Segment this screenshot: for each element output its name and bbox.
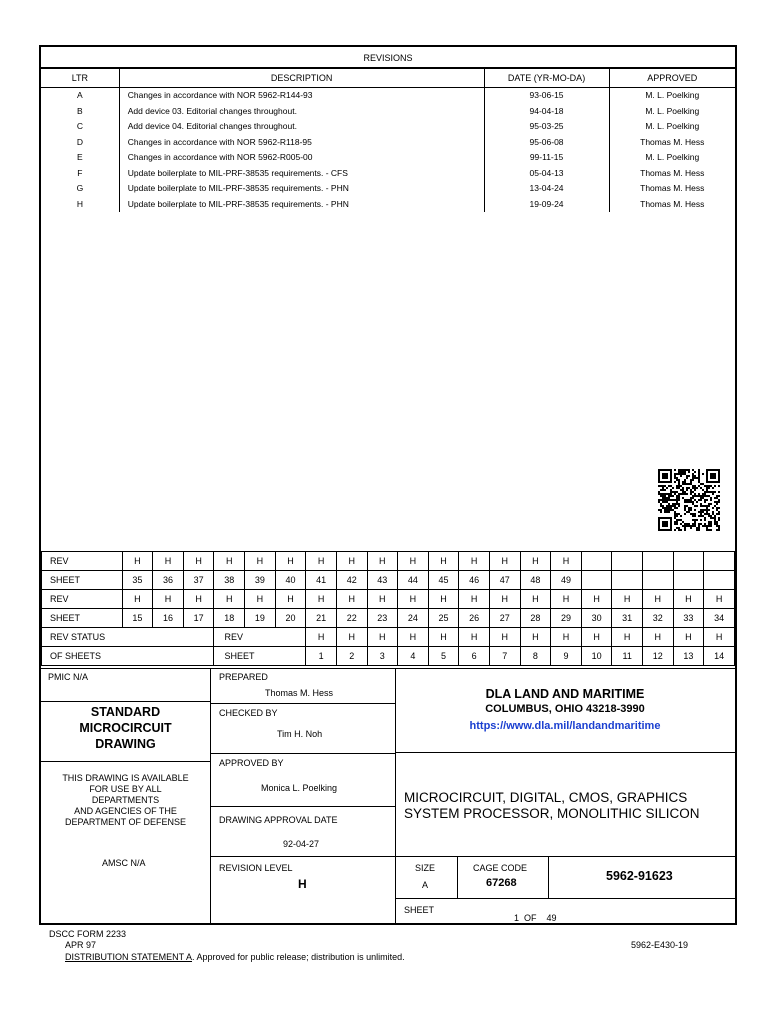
grid-cell — [612, 552, 643, 571]
grid-cell: 3 — [367, 647, 398, 666]
revisions-title: REVISIONS — [41, 47, 735, 68]
grid-row — [42, 609, 735, 628]
checked-label: CHECKED BY — [219, 708, 278, 718]
revision-row — [41, 119, 735, 135]
revision-description: Changes in accordance with NOR 5962-R005-00 — [119, 150, 484, 166]
revision-approved: M. L. Poelking — [645, 90, 700, 100]
revisions-table — [41, 68, 735, 212]
grid-cell: 23 — [367, 609, 398, 628]
grid-cell: 18 — [214, 609, 245, 628]
revision-approved: Thomas M. Hess — [640, 136, 705, 147]
cage-value: 67268 — [486, 877, 517, 889]
grid-cell: H — [459, 590, 490, 609]
grid-cell: H — [459, 552, 490, 571]
revision-row — [41, 135, 735, 151]
revision-description: Update boilerplate to MIL-PRF-38535 requirements. - PHN — [119, 197, 484, 213]
revision-ltr: H — [41, 197, 119, 213]
col-approved: APPROVED — [609, 69, 735, 88]
grid-cell: 43 — [367, 571, 398, 590]
grid-cell: 17 — [183, 609, 214, 628]
grid-cell — [673, 571, 704, 590]
approval-date: 92-04-27 — [283, 839, 320, 849]
grid-cell: 7 — [489, 647, 520, 666]
form-date: APR 97 — [65, 940, 97, 950]
col-description: DESCRIPTION — [119, 69, 484, 88]
revision-ltr: C — [41, 119, 119, 135]
grid-cell: H — [489, 628, 520, 647]
grid-status-row — [42, 628, 735, 647]
grid-cell: 6 — [459, 647, 490, 666]
grid-cell: 10 — [581, 647, 612, 666]
grid-cell: 42 — [336, 571, 367, 590]
approved-label: APPROVED BY — [219, 758, 284, 768]
sheet-label: SHEET — [404, 905, 435, 915]
grid-cell — [642, 552, 673, 571]
revision-row — [41, 166, 735, 182]
grid-cell: 27 — [489, 609, 520, 628]
grid-cell: H — [153, 590, 184, 609]
approval-date-label: DRAWING APPROVAL DATE — [219, 815, 338, 825]
grid-cell: 2 — [336, 647, 367, 666]
grid-cell: 13 — [673, 647, 704, 666]
agency-block — [395, 687, 735, 734]
grid-cell: 20 — [275, 609, 306, 628]
grid-cell: 16 — [153, 609, 184, 628]
grid-row-label: REV — [42, 590, 123, 609]
grid-cell: 45 — [428, 571, 459, 590]
grid-cell: H — [275, 590, 306, 609]
grid-cell: H — [520, 590, 551, 609]
grid-cell: H — [398, 552, 429, 571]
revision-row — [41, 88, 735, 104]
grid-cell: H — [489, 590, 520, 609]
grid-cell — [612, 571, 643, 590]
grid-cell: H — [459, 628, 490, 647]
grid-cell: H — [428, 590, 459, 609]
revision-row — [41, 197, 735, 213]
rev-status-grid — [41, 551, 735, 666]
grid-cell: H — [214, 552, 245, 571]
grid-cell: H — [551, 552, 582, 571]
grid-cell: 38 — [214, 571, 245, 590]
revision-approved: Thomas M. Hess — [640, 198, 705, 209]
grid-cell: H — [153, 552, 184, 571]
checked-by: Tim H. Noh — [277, 729, 323, 739]
grid-cell: H — [398, 628, 429, 647]
drawing-number: 5962-91623 — [606, 869, 673, 883]
revision-ltr: G — [41, 181, 119, 197]
grid-row — [42, 571, 735, 590]
grid-cell — [581, 552, 612, 571]
grid-cell: 15 — [122, 609, 153, 628]
revision-approved: Thomas M. Hess — [640, 167, 705, 178]
grid-cell: H — [306, 628, 337, 647]
revision-description: Update boilerplate to MIL-PRF-38535 requirements. - PHN — [119, 181, 484, 197]
grid-cell: H — [489, 552, 520, 571]
grid-cell: H — [428, 552, 459, 571]
grid-status-label: OF SHEETS — [42, 647, 214, 666]
grid-cell: 34 — [704, 609, 735, 628]
grid-cell: H — [704, 628, 735, 647]
grid-cell: H — [183, 552, 214, 571]
prepared-by: Thomas M. Hess — [265, 688, 334, 698]
grid-cell: 21 — [306, 609, 337, 628]
revision-date: 19-09-24 — [484, 197, 609, 213]
grid-cell: H — [336, 552, 367, 571]
grid-cell: 25 — [428, 609, 459, 628]
revision-ltr: E — [41, 150, 119, 166]
revision-date: 95-06-08 — [484, 135, 609, 151]
grid-cell: H — [612, 628, 643, 647]
grid-cell: 14 — [704, 647, 735, 666]
grid-cell: H — [245, 552, 276, 571]
grid-cell: H — [122, 552, 153, 571]
grid-cell: H — [642, 590, 673, 609]
grid-cell: 5 — [428, 647, 459, 666]
grid-cell: H — [551, 628, 582, 647]
revision-ltr: A — [41, 88, 119, 104]
grid-cell: H — [367, 590, 398, 609]
agency-name: DLA LAND AND MARITIME — [485, 687, 645, 701]
grid-cell: H — [520, 552, 551, 571]
revision-ltr: D — [41, 135, 119, 151]
grid-cell: 28 — [520, 609, 551, 628]
grid-cell: H — [673, 628, 704, 647]
grid-cell: H — [398, 590, 429, 609]
revision-level-label: REVISION LEVEL — [219, 863, 293, 873]
grid-cell: H — [520, 628, 551, 647]
grid-cell: 41 — [306, 571, 337, 590]
grid-cell: H — [704, 590, 735, 609]
grid-cell: 19 — [245, 609, 276, 628]
grid-cell: 40 — [275, 571, 306, 590]
revision-date: 05-04-13 — [484, 166, 609, 182]
grid-status-label: REV STATUS — [42, 628, 214, 647]
grid-cell: H — [642, 628, 673, 647]
grid-cell: 11 — [612, 647, 643, 666]
grid-cell: 39 — [245, 571, 276, 590]
amsc-label: AMSC N/A — [102, 858, 146, 868]
revision-description: Add device 03. Editorial changes throughout. — [119, 104, 484, 120]
grid-cell: 29 — [551, 609, 582, 628]
grid-status-mid-label: SHEET — [214, 647, 306, 666]
revision-approved: M. L. Poelking — [645, 105, 700, 116]
revision-date: 93-06-15 — [484, 88, 609, 104]
size-label: SIZE — [415, 863, 436, 873]
grid-status-row — [42, 647, 735, 666]
grid-row-label: REV — [42, 552, 123, 571]
standard-title: STANDARD MICROCIRCUIT DRAWING — [79, 705, 172, 751]
grid-cell: 9 — [551, 647, 582, 666]
grid-cell: H — [551, 590, 582, 609]
revision-date: 94-04-18 — [484, 104, 609, 120]
grid-cell: H — [612, 590, 643, 609]
drawing-title: MICROCIRCUIT, DIGITAL, CMOS, GRAPHICS SYSTEM PROCESSOR, MONOLITHIC SILICON — [404, 790, 700, 821]
agency-url[interactable]: https://www.dla.mil/landandmaritime — [469, 720, 661, 732]
grid-cell — [642, 571, 673, 590]
revision-description: Changes in accordance with NOR 5962-R118-95 — [119, 135, 484, 151]
grid-cell: H — [122, 590, 153, 609]
grid-cell: H — [214, 590, 245, 609]
revision-ltr: F — [41, 166, 119, 182]
cage-label: CAGE CODE — [473, 863, 528, 873]
col-date: DATE (YR-MO-DA) — [484, 69, 609, 88]
revision-row — [41, 181, 735, 197]
grid-cell: H — [428, 628, 459, 647]
grid-cell: H — [183, 590, 214, 609]
grid-cell: 35 — [122, 571, 153, 590]
revisions-body — [41, 88, 735, 213]
grid-status-mid-label: REV — [214, 628, 306, 647]
grid-cell: H — [245, 590, 276, 609]
revision-date: 95-03-25 — [484, 119, 609, 135]
form-number: DSCC FORM 2233 — [49, 929, 127, 939]
revision-ltr: B — [41, 104, 119, 120]
grid-cell: 37 — [183, 571, 214, 590]
grid-row-label: SHEET — [42, 609, 123, 628]
grid-cell: 48 — [520, 571, 551, 590]
grid-row — [42, 552, 735, 571]
grid-cell: 22 — [336, 609, 367, 628]
revision-date: 99-11-15 — [484, 150, 609, 166]
grid-cell: H — [367, 628, 398, 647]
grid-cell: 36 — [153, 571, 184, 590]
agency-address: COLUMBUS, OHIO 43218-3990 — [485, 703, 645, 715]
col-ltr: LTR — [41, 69, 119, 88]
grid-cell: 1 — [306, 647, 337, 666]
grid-cell: 33 — [673, 609, 704, 628]
revision-row — [41, 104, 735, 120]
grid-cell: H — [673, 590, 704, 609]
grid-cell: H — [306, 552, 337, 571]
grid-cell: 26 — [459, 609, 490, 628]
grid-cell: 8 — [520, 647, 551, 666]
grid-cell — [673, 552, 704, 571]
qr-code-icon — [658, 469, 720, 531]
grid-cell: 44 — [398, 571, 429, 590]
revision-row — [41, 150, 735, 166]
revision-description: Update boilerplate to MIL-PRF-38535 requirements. - CFS — [119, 166, 484, 182]
pmic-label: PMIC N/A — [48, 672, 89, 682]
grid-cell: 49 — [551, 571, 582, 590]
grid-cell: 46 — [459, 571, 490, 590]
revision-approved: Thomas M. Hess — [640, 183, 705, 193]
grid-cell: H — [336, 628, 367, 647]
grid-cell: H — [336, 590, 367, 609]
grid-cell: H — [581, 628, 612, 647]
availability-note: THIS DRAWING IS AVAILABLE FOR USE BY ALL DEPARTMENTS AND AGENCIES OF THE DEPARTMENT OF DEFENSE — [62, 773, 189, 827]
revision-approved: M. L. Poelking — [645, 152, 700, 162]
distribution-statement: DISTRIBUTION STATEMENT A. Approved for public release; distribution is unlimited. — [65, 952, 405, 962]
document-code: 5962-E430-19 — [631, 940, 689, 950]
revisions-block — [41, 47, 735, 212]
grid-cell — [704, 571, 735, 590]
grid-cell: 32 — [642, 609, 673, 628]
grid-cell: 47 — [489, 571, 520, 590]
prepared-label: PREPARED — [219, 672, 268, 682]
grid-cell: 4 — [398, 647, 429, 666]
grid-cell — [704, 552, 735, 571]
grid-cell: H — [275, 552, 306, 571]
sheet-value: 1 OF 49 — [514, 913, 557, 923]
grid-cell: 31 — [612, 609, 643, 628]
grid-row — [42, 590, 735, 609]
revision-approved: M. L. Poelking — [645, 121, 700, 131]
grid-row-label: SHEET — [42, 571, 123, 590]
revision-date: 13-04-24 — [484, 181, 609, 197]
revision-description: Changes in accordance with NOR 5962-R144-93 — [119, 88, 484, 104]
grid-cell: 12 — [642, 647, 673, 666]
grid-cell: 30 — [581, 609, 612, 628]
size-value: A — [422, 880, 429, 890]
grid-cell — [581, 571, 612, 590]
grid-cell: 24 — [398, 609, 429, 628]
grid-cell: H — [367, 552, 398, 571]
grid-cell: H — [306, 590, 337, 609]
grid-cell: H — [581, 590, 612, 609]
revision-level: H — [298, 877, 307, 891]
approved-by: Monica L. Poelking — [261, 783, 338, 793]
revision-description: Add device 04. Editorial changes throughout. — [119, 119, 484, 135]
